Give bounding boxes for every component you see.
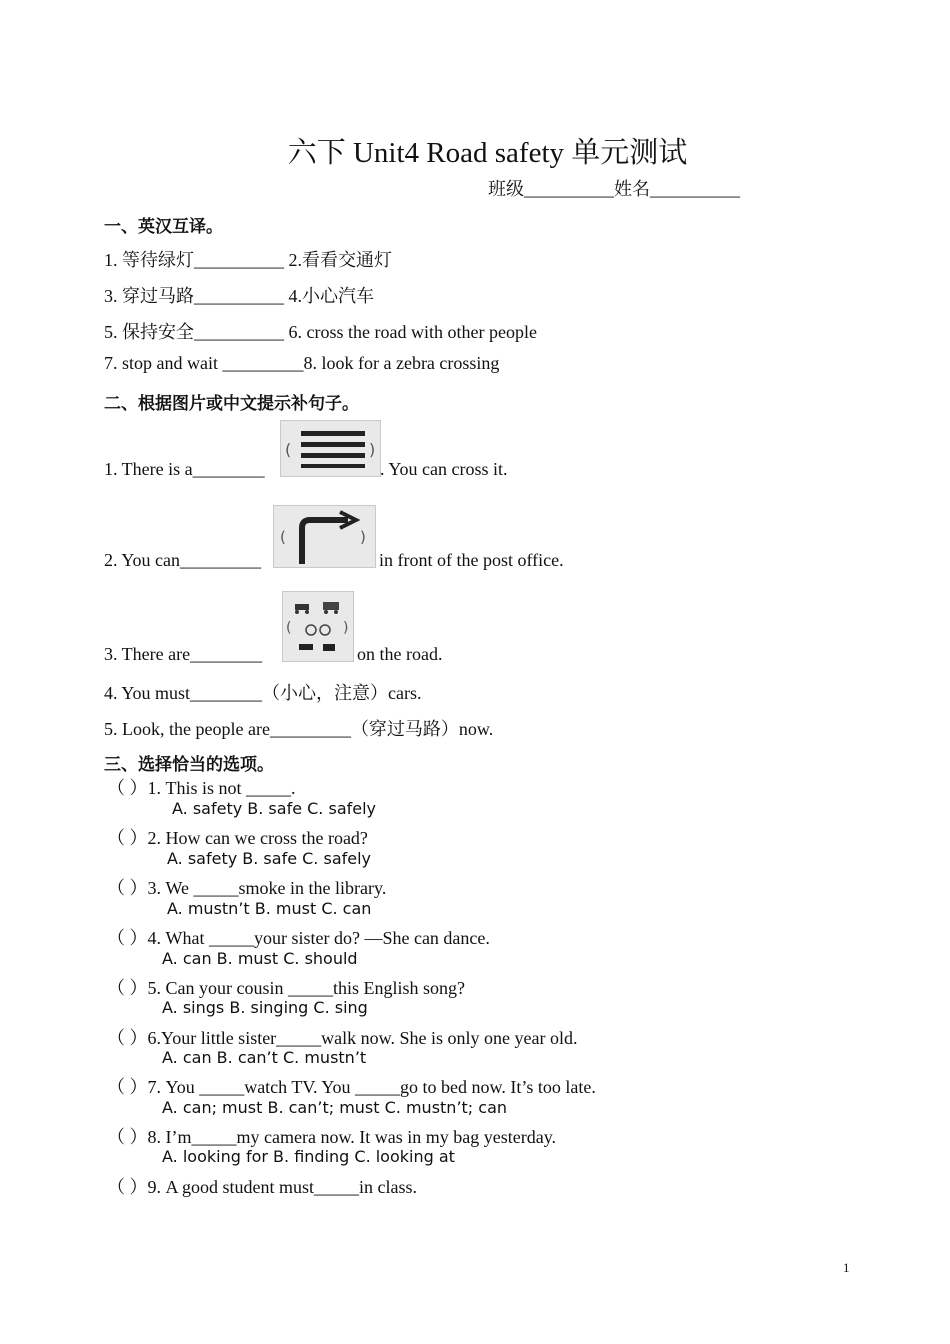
- mc-options-6: A. can B. can’t C. mustn’t: [162, 1048, 367, 1067]
- section1-line-1: 1. 等待绿灯__________ 2.看看交通灯: [104, 250, 392, 270]
- mc-options-8: A. looking for B. finding C. looking at: [162, 1147, 455, 1166]
- section2-heading: 二、根据图片或中文提示补句子。: [104, 394, 359, 414]
- page-title: 六下 Unit4 Road safety 单元测试: [287, 137, 688, 169]
- mc-options-1: A. safety B. safe C. safely: [172, 799, 377, 818]
- section3-heading: 三、选择恰当的选项。: [104, 755, 274, 775]
- section2-q2-before: 2. You can_________: [104, 550, 262, 570]
- section2-q1-after: . You can cross it.: [380, 459, 508, 479]
- svg-text:(: (: [285, 440, 292, 459]
- mc-question-6: （ ）6.Your little sister_____walk now. She is only one year old.: [107, 1028, 578, 1048]
- mc-question-1: （ ）1. This is not _____.: [107, 778, 296, 798]
- mc-options-5: A. sings B. singing C. sing: [162, 998, 368, 1017]
- mc-question-4: （ ）4. What _____your sister do? —She can dance.: [107, 928, 490, 948]
- mc-question-8: （ ）8. I’m_____my camera now. It was in my bag yesterday.: [107, 1127, 557, 1147]
- section1-heading: 一、英汉互译。: [104, 217, 223, 237]
- class-name-line: 班级__________姓名__________: [488, 179, 740, 199]
- page-number: 1: [843, 1260, 850, 1275]
- mc-question-9: （ ）9. A good student must_____in class.: [107, 1177, 417, 1197]
- svg-text:): ): [360, 528, 366, 546]
- mc-options-3: A. mustn’t B. must C. can: [167, 899, 372, 918]
- section2-q2-after: in front of the post office.: [379, 550, 564, 570]
- section2-q3-before: 3. There are________: [104, 644, 263, 664]
- svg-text:(: (: [280, 528, 286, 546]
- svg-text:): ): [343, 620, 349, 636]
- mc-question-3: （ ）3. We _____smoke in the library.: [107, 878, 387, 898]
- turn-right-arrow-image: [273, 505, 376, 568]
- section1-line-4: 7. stop and wait _________8. look for a zebra crossing: [104, 353, 500, 373]
- svg-text:(: (: [286, 620, 292, 636]
- mc-options-7: A. can; must B. can’t; must C. mustn’t; can: [162, 1098, 508, 1117]
- mc-options-2: A. safety B. safe C. safely: [167, 849, 372, 868]
- section2-q4: 4. You must________（小心，注意）cars.: [104, 683, 422, 703]
- mc-question-2: （ ）2. How can we cross the road?: [107, 828, 368, 848]
- section2-q3-after: on the road.: [357, 644, 443, 664]
- section2-q1-before: 1. There is a________: [104, 459, 265, 479]
- section2-q5: 5. Look, the people are_________（穿过马路）now.: [104, 719, 494, 739]
- mc-question-5: （ ）5. Can your cousin _____this English song?: [107, 978, 465, 998]
- zebra-crossing-image: [280, 420, 381, 477]
- mc-question-7: （ ）7. You _____watch TV. You _____go to bed now. It’s too late.: [107, 1077, 596, 1097]
- section1-line-3: 5. 保持安全__________ 6. cross the road with other people: [104, 322, 537, 342]
- vehicles-image: [282, 591, 354, 662]
- mc-options-4: A. can B. must C. should: [162, 949, 358, 968]
- svg-text:): ): [369, 440, 376, 459]
- section1-line-2: 3. 穿过马路__________ 4.小心汽车: [104, 286, 374, 306]
